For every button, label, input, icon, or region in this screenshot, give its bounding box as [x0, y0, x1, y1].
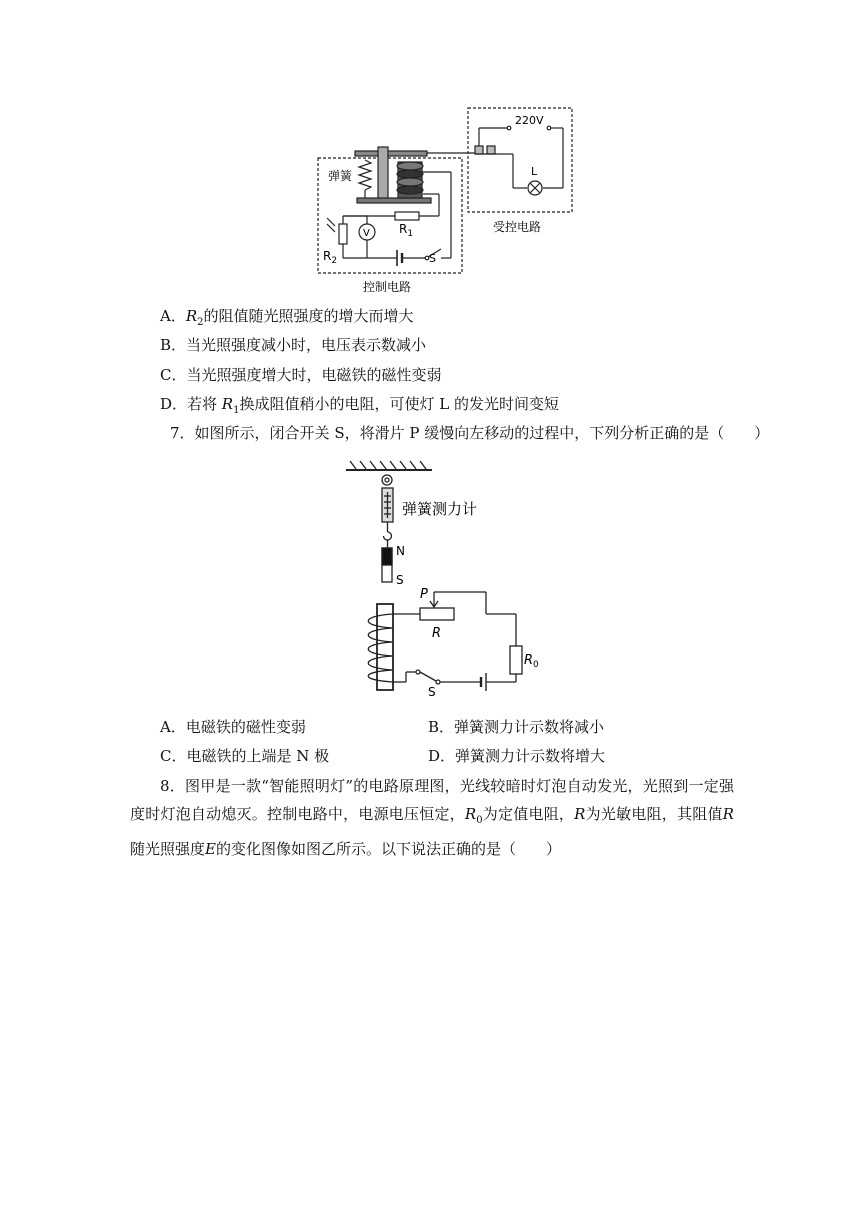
option-text: 的阻值随光照强度的增大而增大	[203, 307, 414, 325]
r2-photoresistor-icon	[339, 224, 347, 244]
r1-resistor-icon	[395, 212, 419, 220]
q7-option-c[interactable]: C．电磁铁的上端是 N 极	[160, 747, 330, 765]
meter-label: 弹簧测力计	[402, 500, 478, 518]
spring-icon	[359, 160, 371, 190]
option-label: D．若将	[160, 395, 222, 413]
rheostat-r-label: R	[432, 626, 442, 641]
q7-option-a[interactable]: A．电磁铁的磁性变弱	[160, 718, 306, 736]
electromagnet-core-icon	[377, 604, 393, 690]
r0-resistor-icon	[510, 646, 522, 674]
option-text: 换成阻值稍小的电阻，可使灯 L 的发光时间变短	[239, 395, 559, 413]
q6-option-b[interactable]: B．当光照强度减小时，电压表示数减小	[160, 336, 427, 354]
spring-scale-figure	[340, 458, 550, 698]
r2-label: $R_2$	[323, 249, 338, 266]
spring-label: 弹簧	[328, 169, 353, 183]
r0-label: $R_0$	[524, 653, 539, 670]
r1-sub: 1	[233, 405, 240, 416]
r2-var: R	[185, 307, 198, 325]
q7-stem: 7．如图所示，闭合开关 S，将滑片 P 缓慢向左移动的过程中，下列分析正确的是（ ）	[170, 424, 770, 442]
q8-stem: 8．图甲是一款“智能照明灯”的电路原理图，光线较暗时灯泡自动发光，光照到一定强度时灯泡自动熄灭。控制电路中，电源电压恒定，$R_0$为定值电阻，R为光敏电阻，其阻值R随光照强度E的变化图像如图乙所示。以下说法正确的是（ ）	[130, 777, 734, 858]
voltmeter-label: V	[363, 228, 370, 239]
voltage-label: 220V	[515, 114, 544, 127]
switch-label: S	[429, 252, 436, 265]
q6-option-c[interactable]: C．当光照强度增大时，电磁铁的磁性变弱	[160, 366, 442, 384]
magnet-n-label: N	[396, 544, 405, 558]
electromagnet-icon	[397, 162, 423, 198]
r2-sub: 2	[197, 317, 204, 328]
r1-label: $R_1$	[399, 222, 414, 239]
q6-option-d[interactable]	[160, 394, 559, 421]
lamp-label: L	[531, 165, 538, 178]
magnet-s-label: S	[396, 573, 404, 587]
switch-s-label: S	[428, 685, 436, 698]
controlled-circuit-label: 受控电路	[493, 220, 542, 234]
slider-p-label: P	[420, 587, 428, 602]
option-label: A．	[160, 307, 186, 325]
r1-var: R	[221, 395, 234, 413]
control-circuit-label: 控制电路	[363, 280, 412, 294]
q7-option-d[interactable]: D．弹簧测力计示数将增大	[428, 747, 606, 765]
relay-circuit-figure	[315, 100, 580, 300]
rheostat-icon	[420, 608, 454, 620]
q6-option-a[interactable]	[160, 306, 414, 333]
q7-option-b[interactable]: B．弹簧测力计示数将减小	[428, 718, 605, 736]
